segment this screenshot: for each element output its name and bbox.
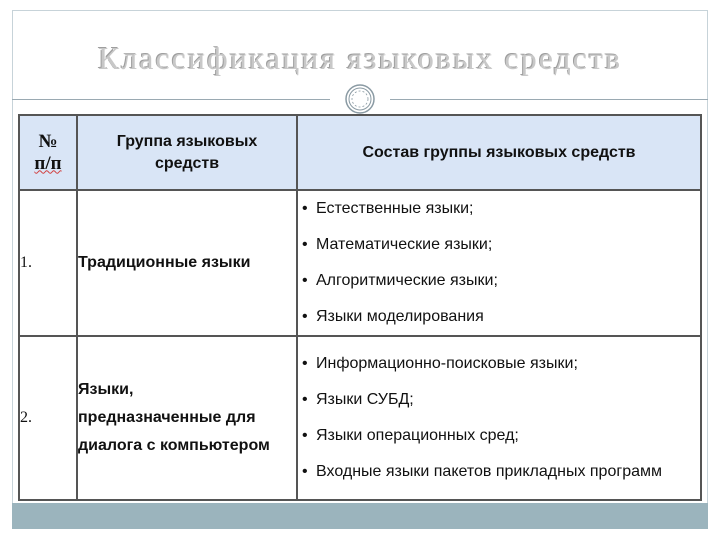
row-number: 2. [19, 336, 77, 500]
header-group [77, 115, 297, 190]
list-item: • Входные языки пакетов прикладных программ [298, 454, 700, 490]
row-items [297, 336, 701, 500]
header-group-line1: Группа языковых [116, 132, 258, 150]
slide-title: Классификация языковых средств [97, 40, 623, 76]
list-item: • Математические языки; [298, 227, 700, 263]
list-item: • Языки операционных сред; [298, 418, 700, 454]
list-item: • Языки моделирования [298, 299, 700, 335]
header-number [19, 115, 77, 190]
list-item: • Языки СУБД; [298, 382, 700, 418]
row-group-line: диалога с компьютером [78, 437, 270, 454]
row-group-line: Традиционные языки [78, 254, 251, 271]
table-header-row [19, 115, 701, 190]
header-group-line2: средств [154, 154, 220, 172]
header-number-line2: п/п [34, 152, 62, 174]
list-item: • Информационно-поисковые языки; [298, 346, 700, 382]
row-group [77, 190, 297, 336]
header-composition: Состав группы языковых средств [297, 115, 701, 190]
header-number-line1: № [38, 130, 58, 152]
item-list [298, 346, 700, 490]
row-group [77, 336, 297, 500]
item-list [298, 191, 700, 335]
classification-table [18, 114, 702, 501]
ornament-ring-icon [341, 83, 379, 115]
row-group-line: Языки, [78, 381, 134, 398]
table-row [19, 336, 701, 500]
title-divider-right [390, 99, 708, 100]
table-row [19, 190, 701, 336]
list-item: • Алгоритмические языки; [298, 263, 700, 299]
row-group-line: предназначенные для [78, 409, 256, 426]
list-item: • Естественные языки; [298, 191, 700, 227]
row-items [297, 190, 701, 336]
bottom-bar [12, 503, 708, 529]
title-divider-left [12, 99, 330, 100]
row-number: 1. [19, 190, 77, 336]
